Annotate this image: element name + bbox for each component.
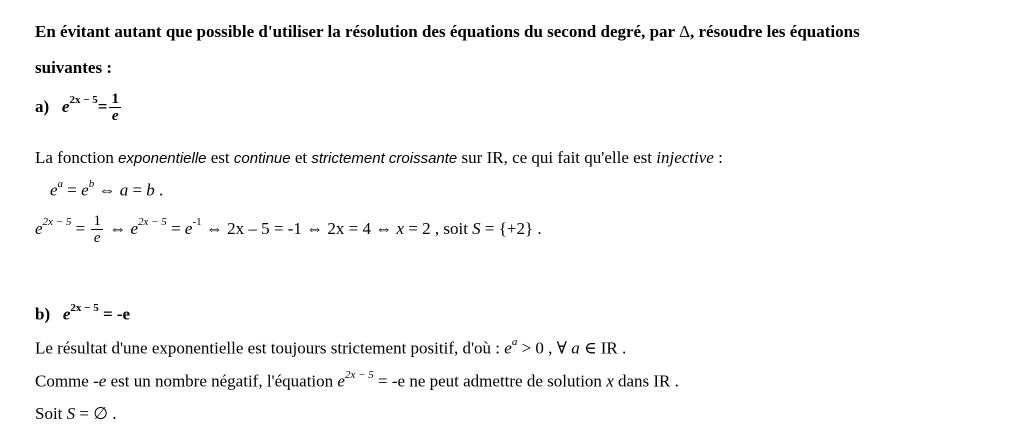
expl-text-2: est: [206, 148, 234, 167]
prop-eq: =: [63, 180, 82, 200]
sol-eq1: =: [71, 218, 90, 238]
fraction-numerator: 1: [111, 91, 119, 107]
delta-symbol: Δ: [679, 22, 690, 41]
sol-iff1: ⇔: [104, 218, 131, 238]
sol-x: x: [396, 218, 405, 238]
b-line1-exp: a: [511, 336, 518, 348]
b-line3-end: = ∅ .: [75, 404, 117, 423]
b-line3-S: S: [66, 404, 76, 423]
expl-word-injective: injective: [656, 148, 714, 167]
b-line2-rhs: = -e: [373, 371, 406, 391]
expl-text-1: La fonction: [35, 148, 119, 167]
expl-text-6: :: [713, 148, 723, 167]
part-a-eq-base: e: [61, 96, 70, 116]
sol-exp1: 2x − 5: [42, 216, 72, 229]
prop-tail-eq: =: [128, 180, 147, 200]
prop-b: b: [88, 178, 95, 190]
b-line2-text2: ne peut admettre de solution: [405, 371, 607, 391]
part-b-eq-rest: = -e: [98, 304, 131, 324]
prop-e1: e: [50, 180, 58, 200]
sol-step3: = 2 , soit: [404, 218, 473, 238]
b-line2-end: dans IR .: [613, 371, 679, 391]
part-b-line-1: [35, 338, 626, 359]
sol-iff3: ⇔: [301, 218, 328, 238]
intro-text-end: , résoudre les équations: [690, 22, 860, 41]
sol-iff2: ⇔: [201, 218, 228, 238]
expl-text-3: et: [290, 148, 312, 167]
b-line2-exp: 2x − 5: [344, 369, 374, 381]
sol-exp3: -1: [192, 216, 202, 229]
intro-text-2: suivantes :: [35, 58, 112, 77]
intro-line-1: [35, 22, 860, 42]
sol-S: S: [472, 218, 481, 238]
fraction-denominator: e: [111, 108, 119, 124]
part-b-line-2: [35, 371, 679, 392]
part-a-eq-exp: 2x − 5: [69, 94, 98, 107]
b-line1-e: e: [504, 338, 512, 358]
intro-text: En évitant autant que possible d'utiliser la résolution des équations du second degré, par: [35, 22, 680, 41]
b-line2-text: Comme: [35, 371, 94, 391]
expl-word-croissante: strictement croissante: [311, 150, 458, 167]
prop-iff: ⇔: [94, 180, 120, 200]
sol-iff4: ⇔: [370, 218, 397, 238]
b-line1-text: Le résultat d'une exponentielle est toujours strictement positif, d'où :: [35, 338, 505, 358]
part-b-line-3: [35, 404, 117, 424]
b-line1-end: ∈ IR .: [579, 338, 627, 358]
part-b-eq-base: e: [62, 304, 71, 324]
sol-step1: 2x – 5 = -1: [227, 218, 302, 238]
solution-fraction: [91, 214, 103, 246]
sol-exp2: 2x − 5: [138, 216, 167, 229]
sol-eq2: =: [166, 218, 185, 238]
prop-e2: e: [81, 180, 89, 200]
part-b-eq-exp: 2x − 5: [70, 302, 99, 314]
sol-e3: e: [184, 218, 193, 238]
prop-tail-a: a: [119, 180, 129, 200]
b-line2-neg-e: -e: [93, 371, 107, 391]
part-a-fraction: [109, 92, 121, 124]
sol-e1: e: [35, 218, 43, 238]
expl-word-continue: continue: [233, 150, 291, 167]
part-b-label: b): [35, 304, 51, 324]
part-a-eq-equals: =: [97, 96, 108, 116]
b-line3-text: Soit: [35, 404, 67, 423]
part-a-heading: [35, 92, 123, 124]
injectivity-property: [50, 180, 163, 201]
b-line2-mid: est un nombre négatif, l'équation: [106, 371, 338, 391]
sol-step4: = {+2} .: [480, 218, 542, 238]
part-a-explanation: [35, 148, 723, 168]
prop-tail-b: b: [146, 180, 155, 200]
b-line1-gt: > 0 , ∀: [517, 338, 572, 358]
prop-a: a: [57, 178, 64, 190]
b-line2-x: x: [606, 371, 614, 391]
sol-frac-num: 1: [93, 213, 101, 229]
part-a-solution: [35, 214, 542, 246]
b-line2-base: e: [337, 371, 345, 391]
part-a-label: a): [35, 96, 50, 116]
sol-frac-den: e: [93, 230, 101, 246]
expl-text-5: , ce qui fait qu'elle est: [503, 148, 657, 167]
intro-line-2: [35, 58, 112, 78]
b-line1-var: a: [571, 338, 580, 358]
part-b-heading: [35, 304, 130, 325]
sol-e2: e: [130, 218, 138, 238]
reals-symbol: IR: [486, 148, 504, 167]
expl-word-exponentielle: exponentielle: [118, 150, 207, 167]
expl-text-4: sur: [457, 148, 487, 167]
sol-step2: 2x = 4: [327, 218, 371, 238]
prop-end: .: [154, 180, 164, 200]
